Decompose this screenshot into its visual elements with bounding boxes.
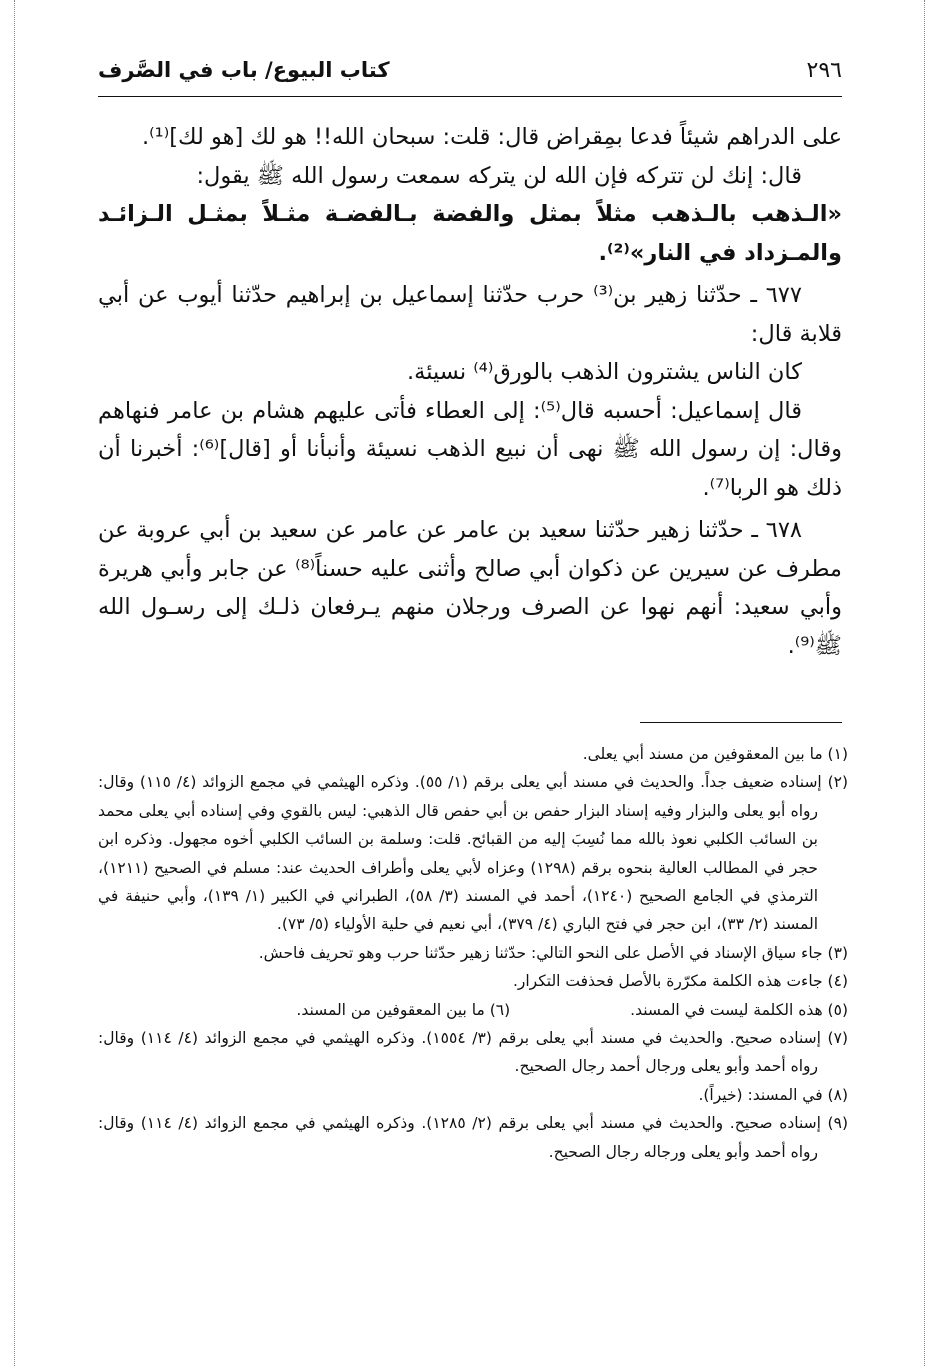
paragraph-6: قال إسماعيل: أحسبه قال⁽⁵⁾: إلى العطاء فأتى عليهم هشام بن عامر فنهاهم وقال: إن رسول الله ﷺ نهى أن نبيع الذهب نسيئة وأنبأنا أو [قال]⁽⁶⁾: أخبرنا أن ذلك هو الربا⁽⁷⁾.	[98, 397, 842, 501]
running-title: كتاب البيوع/ باب في الصَّرف	[98, 58, 390, 82]
footnote-4: (٤) جاءت هذه الكلمة مكرّرة بالأصل فحذفت التكرار.	[512, 972, 848, 991]
footnote-2: (٢) إسناده ضعيف جداً. والحديث في مسند أبي يعلى برقم (١/ ٥٥). وذكره الهيثمي في مجمع الزوائد (٤/ ١١٥) وقال: رواه أبو يعلى والبزار وفيه إسناد البزار حفص بن أبي حفص قال الذهبي: ليس بالقوي وفي إسناده أبي يعلى محمد بن السائب الكلبي نعوذ بالله مما نُسِبَ إليه من القبائح. قلت: وسلمة بن السائب الكلبي أخوه مجهول. وذكره ابن حجر في المطالب العالية بنحوه برقم (١٢٩٨) وعزاه لأبي يعلى وأطراف الحديث عند: مسلم في الصحيح (١٢١١)، الترمذي في الجامع الصحيح (١٢٤٠)، أحمد في المسند (٣/ ٥٨)، الطبراني في الكبير (١/ ١٣٩)، وأبي حنيفة في المسند (٢/ ٣٣)، ابن حجر في فتح الباري (٤/ ٣٧٩)، أبي نعيم في حلية الأولياء (٥/ ٧٣).	[98, 773, 849, 934]
hadith-quote: «الـذهب بالـذهب مثلاً بمثل والفضة بـالفضـة مثـلاً بمثـل الـزائـد والمـزداد في النار»⁽²⁾.	[98, 201, 842, 266]
page-header	[98, 58, 842, 88]
scan-edge-left	[14, 0, 15, 1366]
hadith-677: ٦٧٧ ـ حدّثنا زهير بن⁽³⁾ حرب حدّثنا إسماعيل بن إبراهيم حدّثنا أيوب عن أبي قلابة قال:	[98, 282, 842, 347]
main-text	[98, 118, 842, 665]
paragraph-1: على الدراهم شيئاً فدعا بمِقراض قال: قلت: سبحان الله!! هو لك [هو لك]⁽¹⁾.	[141, 124, 842, 150]
footnote-rule	[640, 722, 842, 723]
footnotes	[98, 740, 848, 1166]
footnote-6: (٦) ما بين المعقوفين من المسند.	[296, 1000, 511, 1019]
page-number: ٢٩٦	[806, 58, 842, 83]
footnote-row-5-6	[98, 996, 848, 1024]
footnote-1: (١) ما بين المعقوفين من مسند أبي يعلى.	[582, 745, 848, 763]
scan-edge-right	[924, 0, 925, 1366]
footnote-3: (٣) جاء سياق الإسناد في الأصل على النحو التالي: حدّثنا زهير حدّثنا حرب وهو تحريف فاحش.	[258, 943, 848, 962]
paragraph-5: كان الناس يشترون الذهب بالورق⁽⁴⁾ نسيئة.	[406, 359, 802, 385]
footnote-8: (٨) في المسند: (خيراً).	[698, 1085, 848, 1104]
paragraph-2: قال: إنك لن تتركه فإن الله لن يتركه سمعت رسول الله ﷺ يقول:	[196, 162, 802, 189]
footnote-9: (٩) إسناده صحيح. والحديث في مسند أبي يعلى برقم (٢/ ١٢٨٥). وذكره الهيثمي في مجمع الزوائد (٤/ ١١٤) وقال: رواه أحمد وأبو يعلى ورجاله رجال الصحيح.	[98, 1114, 848, 1161]
footnote-7: (٧) إسناده صحيح. والحديث في مسند أبي يعلى برقم (٣/ ١٥٥٤). وذكره الهيثمي في مجمع الزوائد (٤/ ١١٤) وقال: رواه أحمد وأبو يعلى ورجال أحمد رجال الصحيح.	[98, 1029, 848, 1076]
header-rule	[98, 96, 842, 97]
hadith-678: ٦٧٨ ـ حدّثنا زهير حدّثنا سعيد بن عامر عن عامر عن سعيد بن أبي عروبة عن مطرف عن سيرين عن ذكوان أبي صالح وأثنى عليه حسناً⁽⁸⁾ عن جابر وأبي هريرة وأبي سعيد: أنهم نهوا عن الصرف ورجلان منهم يـرفعان ذلـك إلى رسـول الله ﷺ⁽⁹⁾.	[98, 517, 842, 659]
footnote-5: (٥) هذه الكلمة ليست في المسند.	[630, 1000, 848, 1019]
